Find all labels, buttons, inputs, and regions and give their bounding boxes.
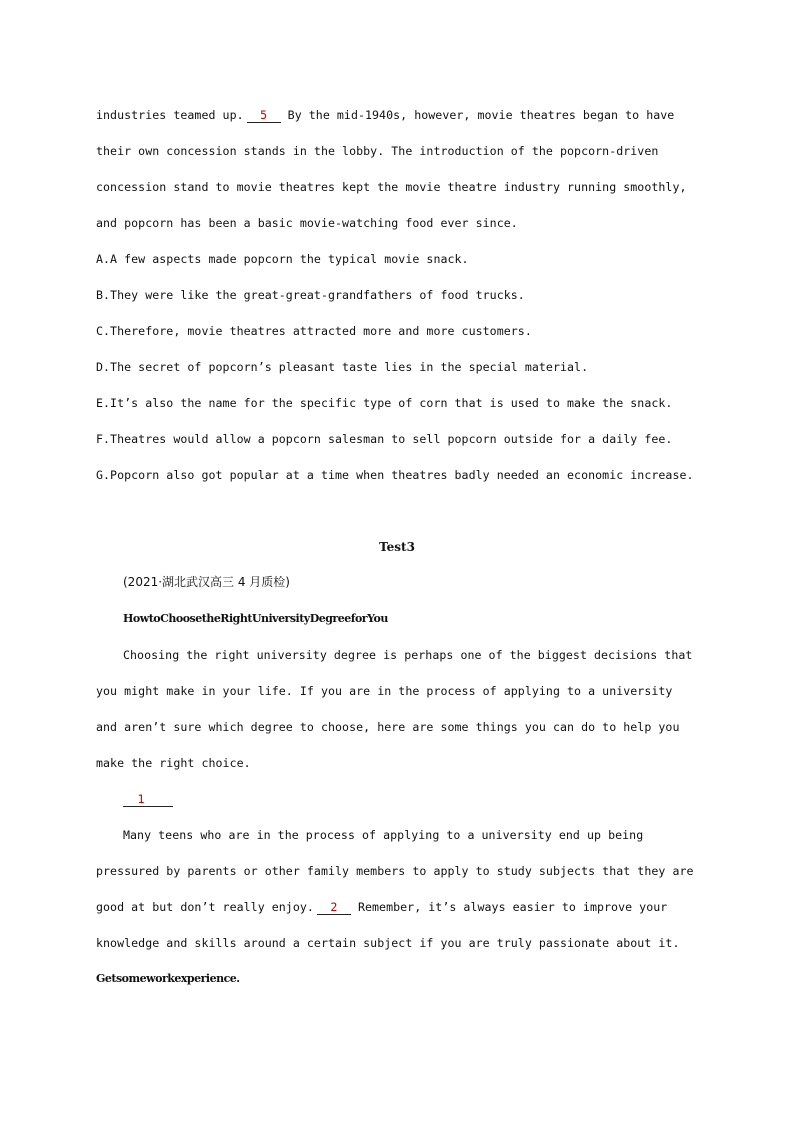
answer-blank-1: 1 bbox=[123, 792, 173, 807]
option-f: F.Theatres would allow a popcorn salesman to sell popcorn outside for a daily fee. bbox=[96, 432, 673, 446]
passage-line-3: concession stand to movie theatres kept the movie theatre industry running smoothly, bbox=[96, 180, 687, 194]
passage-line-4: and popcorn has been a basic movie-watching food ever since. bbox=[96, 216, 518, 230]
passage-line-1-start: industries teamed up. bbox=[96, 108, 244, 122]
section-subheading: Getsomeworkexperience. bbox=[96, 972, 240, 985]
para1-line-4: make the right choice. bbox=[96, 756, 251, 770]
passage-line-2: their own concession stands in the lobby. The introduction of the popcorn-driven bbox=[96, 144, 659, 158]
option-a: A.A few aspects made popcorn the typical movie snack. bbox=[96, 252, 469, 266]
passage-line-1-end: By the mid-1940s, however, movie theatres began to have bbox=[280, 108, 675, 122]
option-g: G.Popcorn also got popular at a time when theatres badly needed an economic increase. bbox=[96, 468, 694, 482]
test-heading: Test3 bbox=[379, 540, 415, 554]
option-c: C.Therefore, movie theatres attracted more and more customers. bbox=[96, 324, 532, 338]
blank-line-1 bbox=[123, 791, 173, 807]
option-b: B.They were like the great-great-grandfathers of food trucks. bbox=[96, 288, 525, 302]
para2-line-2: pressured by parents or other family members to apply to study subjects that they are bbox=[96, 864, 694, 878]
source-note: (2021·湖北武汉高三 4 月质检) bbox=[123, 575, 290, 589]
option-e: E.It’s also the name for the specific type of corn that is used to make the snack. bbox=[96, 396, 673, 410]
article-title: HowtoChoosetheRightUniversityDegreeforYou bbox=[123, 612, 388, 625]
passage-line-1 bbox=[96, 107, 674, 123]
para1-line-3: and aren’t sure which degree to choose, here are some things you can do to help you bbox=[96, 720, 680, 734]
para2-line-1: Many teens who are in the process of applying to a university end up being bbox=[123, 828, 644, 842]
para2-line-4: knowledge and skills around a certain subject if you are truly passionate about it. bbox=[96, 936, 680, 950]
para1-line-1: Choosing the right university degree is perhaps one of the biggest decisions that bbox=[123, 648, 693, 662]
para2-line-3-start: good at but don’t really enjoy. bbox=[96, 900, 314, 914]
para2-line-3 bbox=[96, 899, 667, 915]
option-d: D.The secret of popcorn’s pleasant taste lies in the special material. bbox=[96, 360, 589, 374]
para2-line-3-end: Remember, it’s always easier to improve your bbox=[350, 900, 668, 914]
para1-line-2: you might make in your life. If you are in the process of applying to a university bbox=[96, 684, 673, 698]
answer-blank-5: 5 bbox=[247, 108, 281, 123]
answer-blank-2: 2 bbox=[317, 900, 351, 915]
